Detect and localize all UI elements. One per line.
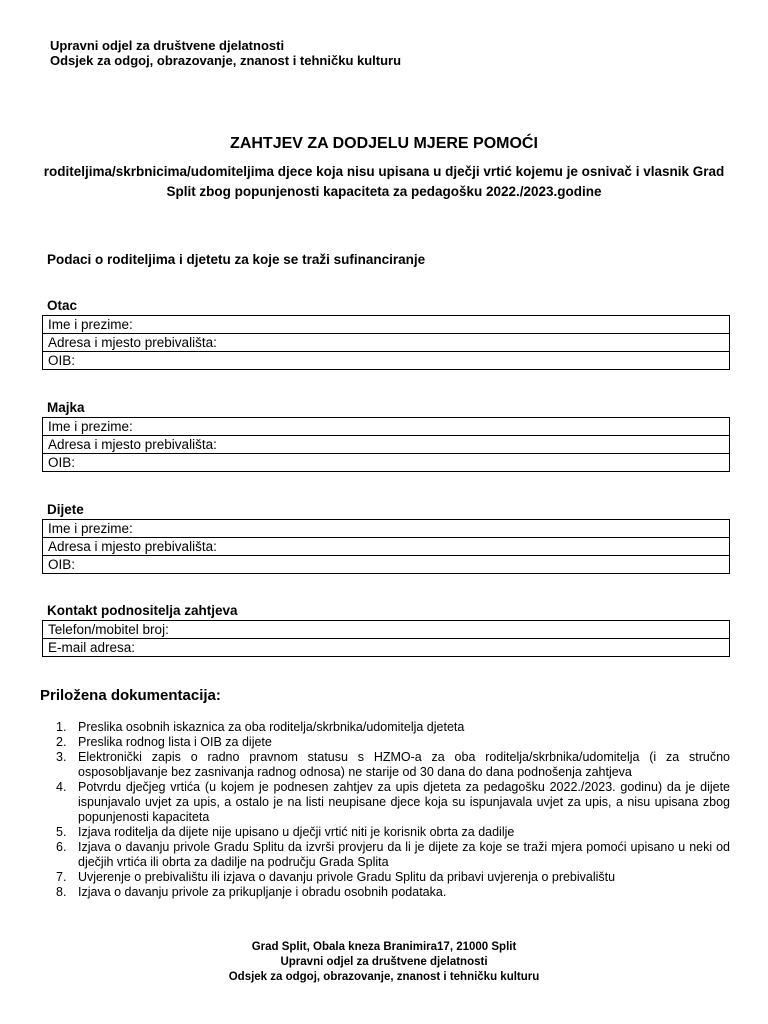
form-subtitle: roditeljima/skrbnicima/udomiteljima djece koja nisu upisana u dječji vrtić kojemu je osnivač i vlasnik Grad Split zbog popunjenosti kapaciteta za pedagošku 2022./2023.godine xyxy=(43,164,725,199)
list-text: Elektronički zapis o radno pravnom statusu s HZMO-a za oba roditelja/skrbnika/udomitelja (i za stručno osposobljavanje bez zasnivanja radnog odnosa) ne starije od 30 dana do dana podnošenja zahtjeva xyxy=(78,750,730,779)
field-label[interactable]: OIB: xyxy=(43,352,730,370)
list-text: Izjava o davanju privole Gradu Splitu da izvrši provjeru da li je dijete za koje se traži mjera pomoći upisano u neki od dječjih vrtića ili obrta za dadilje na području Grada Splita xyxy=(78,840,730,869)
list-item xyxy=(48,870,730,885)
form-title: ZAHTJEV ZA DODJELU MJERE POMOĆI xyxy=(230,135,538,152)
list-text: Izjava o davanju privole za prikupljanje i obradu osobnih podataka. xyxy=(78,885,447,899)
footer-section: Odsjek za odgoj, obrazovanje, znanost i tehničku kulturu xyxy=(228,971,540,983)
form-row[interactable] xyxy=(43,334,730,352)
field-label[interactable]: Ime i prezime: xyxy=(43,316,730,334)
list-text: Preslika osobnih iskaznica za oba roditelja/skrbnika/udomitelja djeteta xyxy=(78,720,465,734)
list-number: 1. xyxy=(56,720,67,734)
list-text: Potvrdu dječjeg vrtića (u kojem je podnesen zahtjev za upis djeteta za pedagošku 2022./2023. godinu) da je dijete ispunjavalo uvjet za upis, a ostalo je na listi neupisane djece koja su ispunjavala uvjet za upis, a nisu upisana zbog popunjenosti kapaciteta xyxy=(78,780,730,824)
form-row[interactable] xyxy=(43,454,730,472)
docs-heading: Priložena dokumentacija: xyxy=(40,687,221,704)
list-text: Preslika rodnog lista i OIB za dijete xyxy=(78,735,272,749)
form-table-otac xyxy=(42,315,730,370)
form-table-kontakt xyxy=(42,620,730,657)
field-label[interactable]: Adresa i mjesto prebivališta: xyxy=(43,334,730,352)
list-number: 4. xyxy=(56,780,67,794)
list-item xyxy=(48,780,730,825)
group-label-kontakt: Kontakt podnositelja zahtjeva xyxy=(47,603,238,618)
list-number: 7. xyxy=(56,870,67,884)
field-label[interactable]: Ime i prezime: xyxy=(43,418,730,436)
field-label[interactable]: E-mail adresa: xyxy=(43,639,730,657)
list-number: 8. xyxy=(56,885,67,899)
list-text: Izjava roditelja da dijete nije upisano u dječji vrtić niti je korisnik obrta za dadilje xyxy=(78,825,515,839)
field-label[interactable]: OIB: xyxy=(43,556,730,574)
form-row[interactable] xyxy=(43,316,730,334)
form-row[interactable] xyxy=(43,520,730,538)
group-label-otac: Otac xyxy=(47,298,78,313)
list-item xyxy=(48,750,730,780)
list-number: 6. xyxy=(56,840,67,854)
department-name: Upravni odjel za društvene djelatnosti xyxy=(50,38,285,53)
list-item xyxy=(48,825,730,840)
footer-address: Grad Split, Obala kneza Branimira17, 21000 Split xyxy=(251,941,517,953)
form-row[interactable] xyxy=(43,556,730,574)
list-number: 5. xyxy=(56,825,67,839)
form-table-majka xyxy=(42,417,730,472)
field-label[interactable]: Ime i prezime: xyxy=(43,520,730,538)
list-item xyxy=(48,885,730,900)
list-item xyxy=(48,840,730,870)
section-heading: Podaci o roditeljima i djetetu za koje se traži sufinanciranje xyxy=(47,252,426,267)
section-name: Odsjek za odgoj, obrazovanje, znanost i tehničku kulturu xyxy=(50,53,402,68)
list-number: 2. xyxy=(56,735,67,749)
footer-department: Upravni odjel za društvene djelatnosti xyxy=(280,956,488,968)
form-row[interactable] xyxy=(43,436,730,454)
field-label[interactable]: OIB: xyxy=(43,454,730,472)
form-row[interactable] xyxy=(43,538,730,556)
form-row[interactable] xyxy=(43,639,730,657)
group-label-majka: Majka xyxy=(47,400,85,415)
form-row[interactable] xyxy=(43,418,730,436)
list-item xyxy=(48,720,730,735)
list-text: Uvjerenje o prebivalištu ili izjava o davanju privole Gradu Splitu da pribavi uvjerenja o prebivalištu xyxy=(78,870,616,884)
form-row[interactable] xyxy=(43,352,730,370)
form-row[interactable] xyxy=(43,621,730,639)
field-label[interactable]: Adresa i mjesto prebivališta: xyxy=(43,538,730,556)
group-label-dijete: Dijete xyxy=(47,502,84,517)
docs-list xyxy=(48,720,730,900)
list-item xyxy=(48,735,730,750)
field-label[interactable]: Adresa i mjesto prebivališta: xyxy=(43,436,730,454)
field-label[interactable]: Telefon/mobitel broj: xyxy=(43,621,730,639)
form-table-dijete xyxy=(42,519,730,574)
list-number: 3. xyxy=(56,750,67,764)
